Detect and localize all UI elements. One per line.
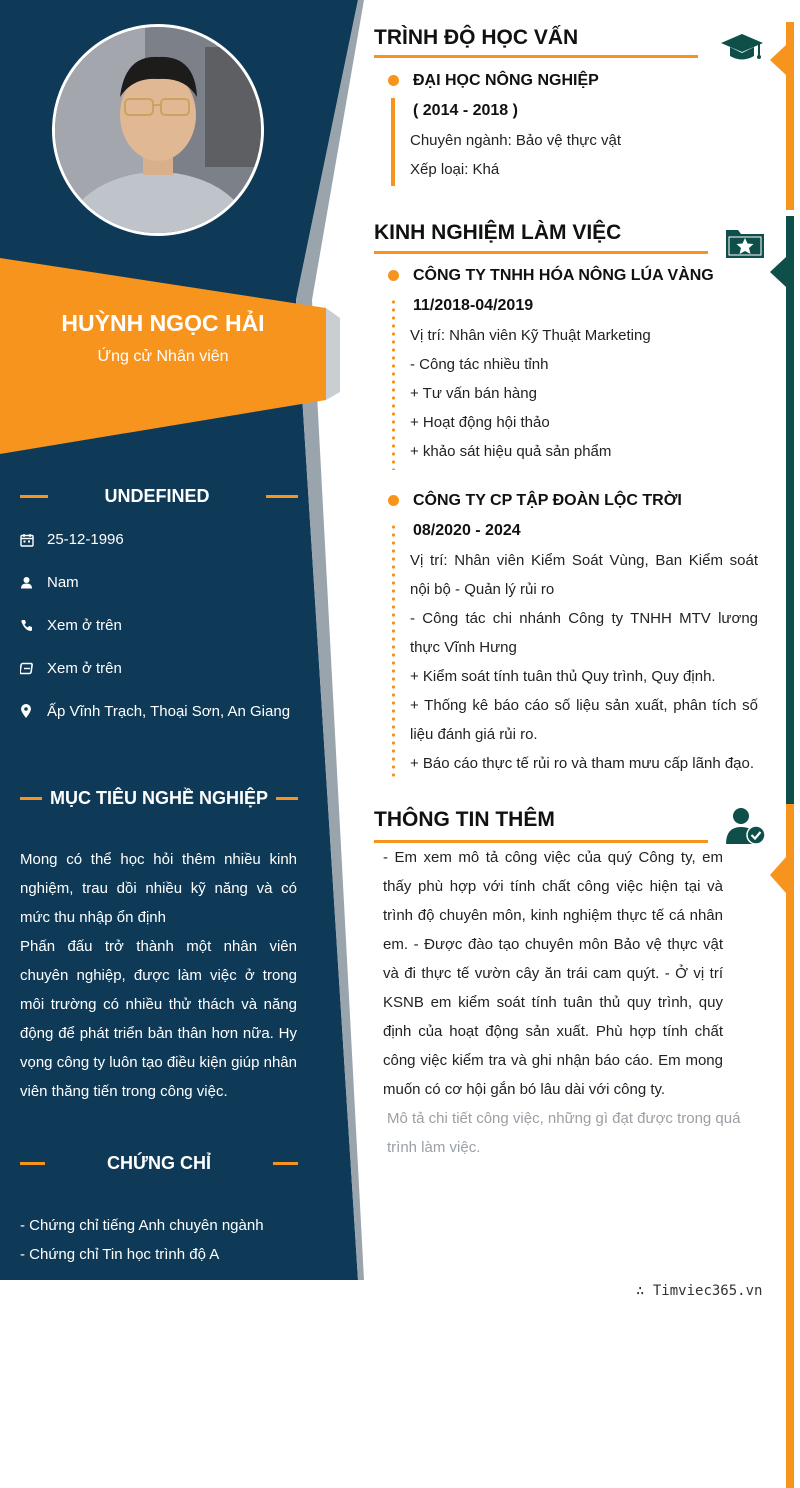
certificates-list [20, 1211, 297, 1269]
experience-underline [374, 251, 708, 254]
objective-text [20, 845, 297, 1106]
objective-heading [20, 788, 298, 809]
heading-bar-right [276, 797, 298, 800]
job-details [410, 546, 758, 778]
heading-bar-left [20, 797, 42, 800]
edge-notch [770, 857, 786, 893]
heading-bar-right [266, 495, 298, 498]
info-gender [20, 574, 320, 591]
footer-brand[interactable] [636, 1283, 762, 1299]
education-underline [374, 55, 698, 58]
heading-bar-left [20, 495, 48, 498]
objective-line: Phấn đấu trở thành một nhân viên chuyên nghiệp, được làm việc ở trong môi trường có nhiều thử thách và năng động để phát triển bản thân hơn nữa. Hy vọng công ty luôn tạo điều kiện giúp nhân viên thăng tiến trong công việc. [20, 938, 297, 1100]
location-icon [20, 704, 47, 719]
job-detail: + khảo sát hiệu quả sản phẩm [410, 443, 612, 460]
candidate-name: HUỲNH NGỌC HẢI [61, 310, 265, 336]
graduation-cap-icon [720, 32, 764, 69]
job-period: 11/2018-04/2019 [413, 297, 534, 314]
candidate-role: Ứng cử Nhân viên [97, 348, 229, 365]
edge-bar-additional [786, 804, 794, 1488]
user-check-icon [724, 806, 766, 851]
timeline-bullet [388, 495, 399, 506]
timeline-bullet [388, 270, 399, 281]
brand-dots-icon: ∴ [636, 1283, 645, 1299]
job-detail: Vị trí: Nhân viên Kỹ Thuật Marketing [410, 327, 651, 344]
job-detail: + Hoạt động hội thảo [410, 414, 550, 431]
edge-bar-education [786, 22, 794, 210]
job-detail: + Tư vấn bán hàng [410, 385, 537, 402]
school-period: ( 2014 - 2018 ) [413, 102, 518, 119]
email-icon [20, 662, 47, 675]
info-phone [20, 617, 320, 634]
job-detail: - Công tác nhiều tỉnh [410, 356, 549, 373]
brand-label: Timviec365.vn [652, 1283, 763, 1299]
calendar-icon [20, 533, 47, 547]
info-birthdate [20, 531, 320, 548]
certificates-heading [20, 1153, 298, 1174]
objective-heading-label: MỤC TIÊU NGHỀ NGHIỆP [49, 788, 268, 808]
school-major: Chuyên ngành: Bảo vệ thực vật [410, 132, 622, 149]
job-detail: Vị trí: Nhân viên Kiểm Soát Vùng, Ban Kiểm soát nội bộ - Quản lý rủi ro [410, 552, 758, 598]
info-email [20, 660, 320, 677]
briefcase-star-icon [724, 224, 766, 265]
additional-text: - Em xem mô tả công việc của quý Công ty, em thấy phù hợp với tính chất công việc hiện tại và trình độ chuyên môn, kinh nghiệm thực tế cá nhân em. - Được đào tạo chuyên môn Bảo vệ thực vật và đi thực tế vườn cây ăn trái cam quýt. - Ở vị trí KSNB em kiểm soát tính tuân thủ quy trình, quy định của hoạt động sản xuất. Phù hợp tính chất công việc kiểm tra và ghi nhận báo cáo. Em mong muốn có cơ hội gắn bó lâu dài với công ty. [383, 849, 723, 1098]
edge-bar-experience [786, 216, 794, 804]
edge-notch [770, 45, 786, 75]
education-heading: TRÌNH ĐỘ HỌC VẤN [374, 26, 579, 49]
info-value: 25-12-1996 [47, 531, 124, 548]
contact-heading [20, 486, 298, 507]
timeline-bullet [388, 75, 399, 86]
job-company: CÔNG TY CP TẬP ĐOÀN LỘC TRỜI [413, 492, 682, 509]
certificate-item: - Chứng chỉ Tin học trình độ A [20, 1246, 220, 1263]
job-detail: + Báo cáo thực tế rủi ro và tham mưu cấp lãnh đạo. [410, 755, 755, 772]
info-value: Xem ở trên [47, 617, 122, 634]
job-company: CÔNG TY TNHH HÓA NÔNG LÚA VÀNG [413, 267, 714, 284]
additional-hint: Mô tả chi tiết công việc, những gì đạt được trong quá trình làm việc. [387, 1110, 741, 1156]
objective-line: Mong có thể học hỏi thêm nhiều kinh nghiệm, trau dồi nhiều kỹ năng và có mức thu nhập ổn định [20, 851, 297, 926]
heading-bar-left [20, 1162, 45, 1165]
info-value: Nam [47, 574, 79, 591]
phone-icon [20, 619, 47, 632]
info-value: Xem ở trên [47, 660, 122, 677]
job-detail: + Thống kê báo cáo số liệu sản xuất, phân tích số liệu đánh giá rủi ro. [410, 697, 758, 743]
additional-heading: THÔNG TIN THÊM [374, 808, 555, 831]
job-detail: - Công tác chi nhánh Công ty TNHH MTV lương thực Vĩnh Hưng [410, 610, 758, 656]
edge-notch [770, 257, 786, 287]
info-value: Ấp Vĩnh Trạch, Thoại Sơn, An Giang [47, 703, 291, 720]
certificates-heading-label: CHỨNG CHỈ [107, 1153, 211, 1173]
contact-heading-label: UNDEFINED [104, 486, 210, 506]
person-icon [20, 576, 47, 589]
timeline-line [391, 98, 395, 186]
job-detail: + Kiểm soát tính tuân thủ Quy trình, Quy định. [410, 668, 716, 685]
job-period: 08/2020 - 2024 [413, 522, 521, 539]
school-grade: Xếp loại: Khá [410, 161, 500, 178]
timeline-dots [392, 298, 395, 470]
experience-heading: KINH NGHIỆM LÀM VIỆC [374, 221, 622, 244]
timeline-dots [392, 523, 395, 779]
profile-photo [52, 24, 264, 236]
school-name: ĐẠI HỌC NÔNG NGHIỆP [413, 72, 599, 89]
heading-bar-right [273, 1162, 298, 1165]
certificate-item: - Chứng chỉ tiếng Anh chuyên ngành [20, 1217, 264, 1234]
info-address [20, 703, 320, 720]
